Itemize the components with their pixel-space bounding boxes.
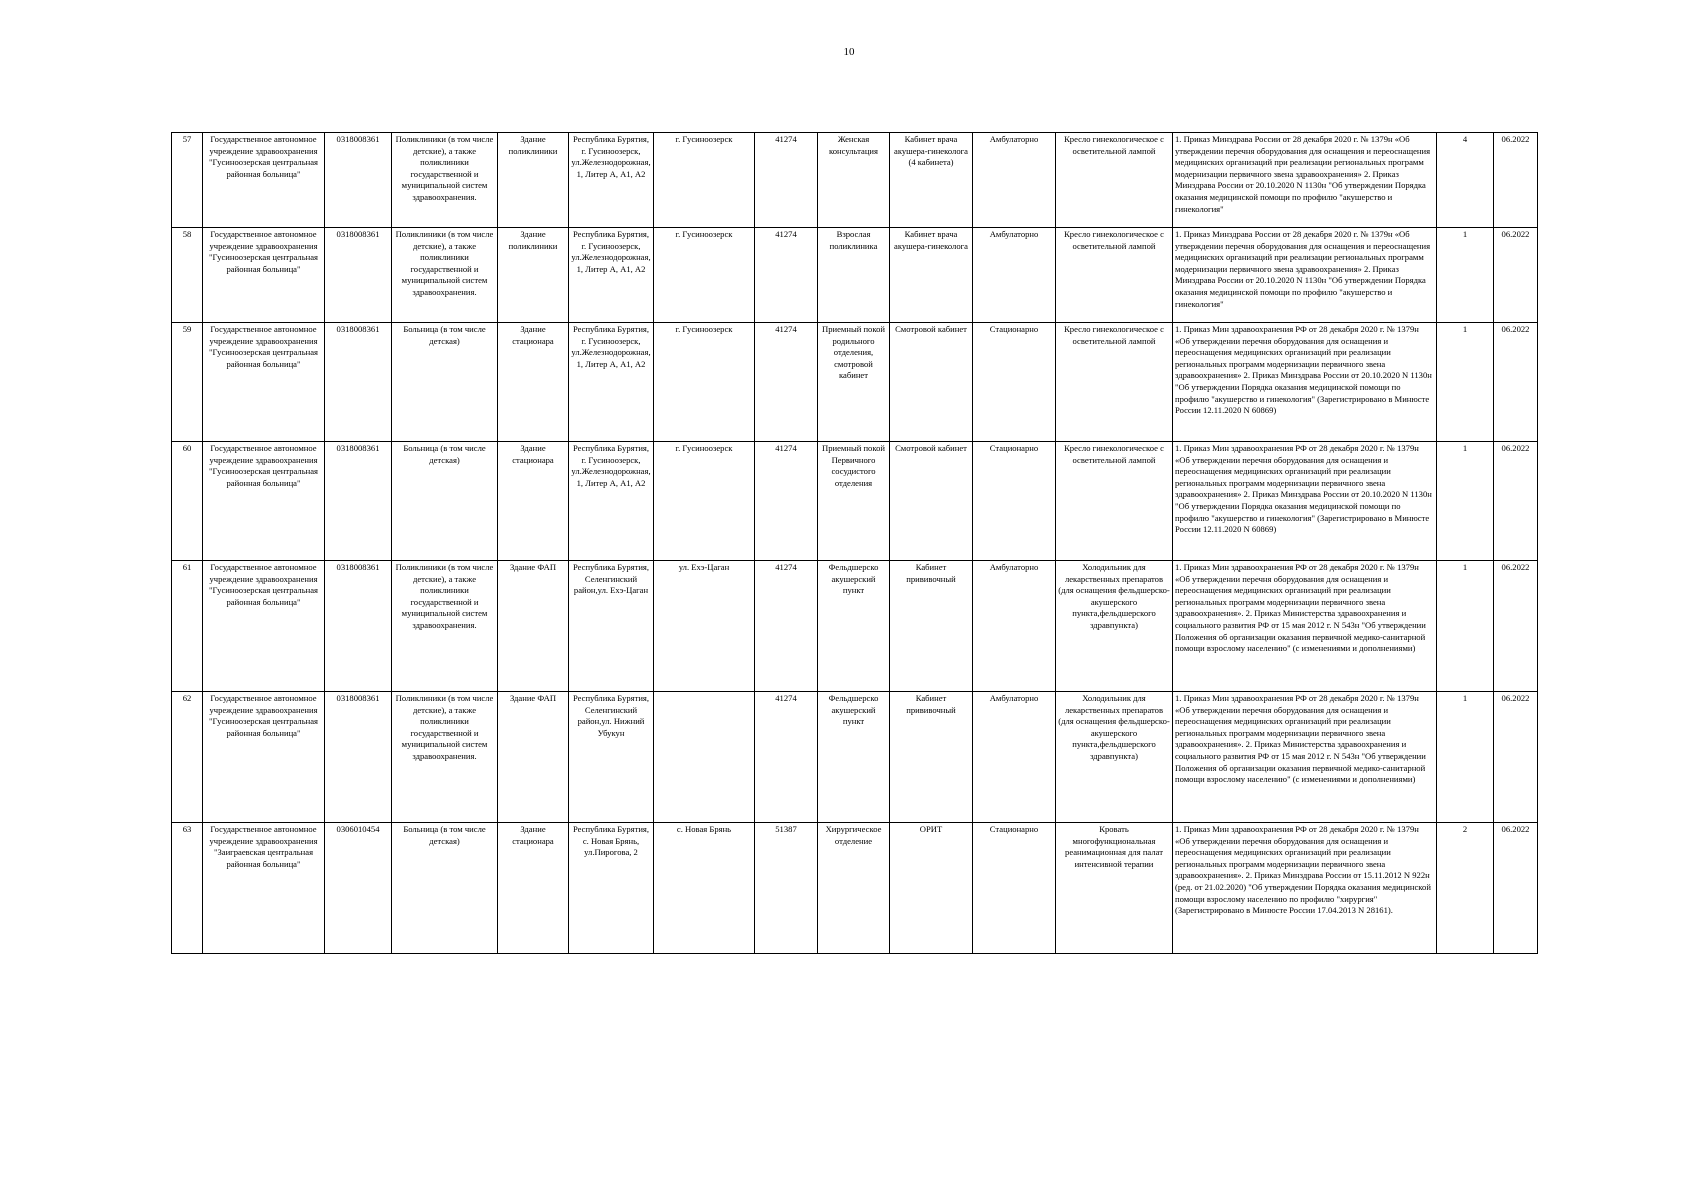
cell-locality: г. Гусиноозерск — [654, 228, 755, 323]
cell-organization: Государственное автономное учреждение здравоохранения "Гусиноозерская центральная районная больница" — [203, 442, 325, 561]
cell-organization: Государственное автономное учреждение здравоохранения "Гусиноозерская центральная районная больница" — [203, 561, 325, 692]
cell-organization: Государственное автономное учреждение здравоохранения "Гусиноозерская центральная районная больница" — [203, 133, 325, 228]
cell-room: Кабинет прививочный — [890, 561, 973, 692]
cell-building: Здание ФАП — [498, 561, 569, 692]
cell-legal-basis: 1. Приказ Минздрава России от 28 декабря 2020 г. № 1379н «Об утверждении перечня оборудования для оснащения и переоснащения медицинских организаций при реализации региональных программ модернизации первичного звена здравоохранения» 2. Приказ Минздрава России от 20.10.2020 N 1130н "Об утверждении Порядка оказания медицинской помощи по профилю "акушерство и гинекология" — [1173, 228, 1437, 323]
cell-legal-basis: 1. Приказ Мин здравоохранения РФ от 28 декабря 2020 г. № 1379н «Об утверждении перечня оборудования для оснащения и переоснащения медицинских организаций при реализации региональных программ модернизации первичного звена здравоохранения». 2. Приказ Министерства здравоохранения и социального развития РФ от 15 мая 2012 г. N 543н "Об утверждении Положения об организации оказания первичной медико-санитарной помощи взрослому населению" (с изменениями и дополнениями) — [1173, 561, 1437, 692]
table-row — [172, 692, 1538, 823]
cell-legal-basis: 1. Приказ Мин здравоохранения РФ от 28 декабря 2020 г. № 1379н «Об утверждении перечня оборудования для оснащения и переоснащения медицинских организаций при реализации региональных программ модернизации первичного звена здравоохранения». 2. Приказ Минздрава России от 15.11.2012 N 922н (ред. от 21.02.2020) "Об утверждении Порядка оказания медицинской помощи взрослому населению по профилю "хирургия" (Зарегистрировано в Минюсте России 17.04.2013 N 28161). — [1173, 823, 1437, 954]
cell-locality: ул. Ехэ-Цаган — [654, 561, 755, 692]
cell-room: Смотровой кабинет — [890, 442, 973, 561]
cell-legal-basis: 1. Приказ Минздрава России от 28 декабря 2020 г. № 1379н «Об утверждении перечня оборудования для оснащения и переоснащения медицинских организаций при реализации региональных программ модернизации первичного звена здравоохранения» 2. Приказ Минздрава России от 20.10.2020 N 1130н "Об утверждении Порядка оказания медицинской помощи по профилю "акушерство и гинекология" — [1173, 133, 1437, 228]
table-body — [172, 133, 1538, 954]
cell-number: 63 — [172, 823, 203, 954]
table-row — [172, 823, 1538, 954]
cell-address: Республика Бурятия, г. Гусиноозерск, ул.Железнодорожная, 1, Литер А, А1, А2 — [569, 133, 654, 228]
cell-address: Республика Бурятия, г. Гусиноозерск, ул.Железнодорожная, 1, Литер А, А1, А2 — [569, 323, 654, 442]
table-row — [172, 323, 1538, 442]
cell-code: 0318008361 — [325, 692, 392, 823]
cell-code: 0318008361 — [325, 323, 392, 442]
cell-equipment: Кресло гинекологическое с осветительной лампой — [1056, 442, 1173, 561]
cell-care-form: Амбулаторно — [973, 692, 1056, 823]
cell-care-form: Стационарно — [973, 823, 1056, 954]
cell-locality: г. Гусиноозерск — [654, 323, 755, 442]
table-row — [172, 561, 1538, 692]
cell-building: Здание поликлиники — [498, 228, 569, 323]
cell-room: Кабинет врача акушера-гинеколога (4 кабинета) — [890, 133, 973, 228]
cell-number: 62 — [172, 692, 203, 823]
cell-oktmo: 41274 — [755, 561, 818, 692]
cell-code: 0318008361 — [325, 133, 392, 228]
cell-number: 61 — [172, 561, 203, 692]
cell-quantity: 1 — [1437, 561, 1494, 692]
cell-date: 06.2022 — [1494, 228, 1538, 323]
cell-address: Республика Бурятия, с. Новая Брянь, ул.Пирогова, 2 — [569, 823, 654, 954]
cell-date: 06.2022 — [1494, 133, 1538, 228]
cell-organization: Государственное автономное учреждение здравоохранения "Заиграевская центральная районная больница" — [203, 823, 325, 954]
cell-legal-basis: 1. Приказ Мин здравоохранения РФ от 28 декабря 2020 г. № 1379н «Об утверждении перечня оборудования для оснащения и переоснащения медицинских организаций при реализации региональных программ модернизации первичного звена здравоохранения». 2. Приказ Министерства здравоохранения и социального развития РФ от 15 мая 2012 г. N 543н "Об утверждении Положения об организации оказания первичной медико-санитарной помощи взрослому населению" (с изменениями и дополнениями) — [1173, 692, 1437, 823]
cell-facility-type: Больница (в том числе детская) — [392, 323, 498, 442]
cell-locality: г. Гусиноозерск — [654, 442, 755, 561]
cell-number: 57 — [172, 133, 203, 228]
cell-quantity: 1 — [1437, 323, 1494, 442]
cell-organization: Государственное автономное учреждение здравоохранения "Гусиноозерская центральная районная больница" — [203, 228, 325, 323]
cell-room: Кабинет врача акушера-гинеколога — [890, 228, 973, 323]
cell-equipment: Кресло гинекологическое с осветительной лампой — [1056, 323, 1173, 442]
cell-facility-type: Больница (в том числе детская) — [392, 442, 498, 561]
cell-date: 06.2022 — [1494, 823, 1538, 954]
equipment-table — [171, 132, 1538, 954]
cell-code: 0318008361 — [325, 442, 392, 561]
cell-quantity: 1 — [1437, 692, 1494, 823]
cell-oktmo: 41274 — [755, 442, 818, 561]
cell-unit: Приемный покой родильного отделения, смотровой кабинет — [818, 323, 890, 442]
cell-code: 0318008361 — [325, 228, 392, 323]
cell-unit: Взрослая поликлиника — [818, 228, 890, 323]
cell-care-form: Стационарно — [973, 442, 1056, 561]
cell-quantity: 1 — [1437, 442, 1494, 561]
cell-organization: Государственное автономное учреждение здравоохранения "Гусиноозерская центральная районная больница" — [203, 323, 325, 442]
cell-quantity: 4 — [1437, 133, 1494, 228]
cell-code: 0306010454 — [325, 823, 392, 954]
cell-equipment: Холодильник для лекарственных препаратов (для оснащения фельдшерско-акушерского пункта,фельдшерского здравпункта) — [1056, 561, 1173, 692]
cell-address: Республика Бурятия, г. Гусиноозерск, ул.Железнодорожная, 1, Литер А, А1, А2 — [569, 442, 654, 561]
cell-locality: с. Новая Брянь — [654, 823, 755, 954]
cell-building: Здание стационара — [498, 442, 569, 561]
cell-quantity: 2 — [1437, 823, 1494, 954]
cell-care-form: Амбулаторно — [973, 133, 1056, 228]
cell-organization: Государственное автономное учреждение здравоохранения "Гусиноозерская центральная районная больница" — [203, 692, 325, 823]
cell-facility-type: Поликлиники (в том числе детские), а также поликлиники государственной и муниципальной систем здравоохранения. — [392, 228, 498, 323]
cell-care-form: Амбулаторно — [973, 228, 1056, 323]
cell-quantity: 1 — [1437, 228, 1494, 323]
cell-facility-type: Поликлиники (в том числе детские), а также поликлиники государственной и муниципальной систем здравоохранения. — [392, 692, 498, 823]
cell-legal-basis: 1. Приказ Мин здравоохранения РФ от 28 декабря 2020 г. № 1379н «Об утверждении перечня оборудования для оснащения и переоснащения медицинских организаций при реализации региональных программ модернизации первичного звена здравоохранения» 2. Приказ Минздрава России от 20.10.2020 N 1130н "Об утверждении Порядка оказания медицинской помощи по профилю "акушерство и гинекология" (Зарегистрировано в Минюсте России 12.11.2020 N 60869) — [1173, 323, 1437, 442]
cell-date: 06.2022 — [1494, 323, 1538, 442]
cell-address: Республика Бурятия, г. Гусиноозерск, ул.Железнодорожная, 1, Литер А, А1, А2 — [569, 228, 654, 323]
cell-address: Республика Бурятия, Селенгинский район,ул. Нижний Убукун — [569, 692, 654, 823]
cell-unit: Хирургическое отделение — [818, 823, 890, 954]
cell-address: Республика Бурятия, Селенгинский район,ул. Ехэ-Цаган — [569, 561, 654, 692]
cell-equipment: Кресло гинекологическое с осветительной лампой — [1056, 133, 1173, 228]
cell-facility-type: Поликлиники (в том числе детские), а также поликлиники государственной и муниципальной систем здравоохранения. — [392, 561, 498, 692]
cell-oktmo: 41274 — [755, 133, 818, 228]
cell-equipment: Кресло гинекологическое с осветительной лампой — [1056, 228, 1173, 323]
cell-equipment: Кровать многофункциональная реанимационная для палат интенсивной терапии — [1056, 823, 1173, 954]
cell-care-form: Стационарно — [973, 323, 1056, 442]
cell-oktmo: 41274 — [755, 323, 818, 442]
table-row — [172, 133, 1538, 228]
cell-code: 0318008361 — [325, 561, 392, 692]
cell-building: Здание ФАП — [498, 692, 569, 823]
cell-building: Здание поликлиники — [498, 133, 569, 228]
cell-room: Кабинет прививочный — [890, 692, 973, 823]
cell-number: 59 — [172, 323, 203, 442]
cell-date: 06.2022 — [1494, 442, 1538, 561]
cell-unit: Фельдшерско акушерский пункт — [818, 692, 890, 823]
cell-building: Здание стационара — [498, 823, 569, 954]
cell-oktmo: 41274 — [755, 228, 818, 323]
cell-equipment: Холодильник для лекарственных препаратов (для оснащения фельдшерско-акушерского пункта,фельдшерского здравпункта) — [1056, 692, 1173, 823]
cell-number: 58 — [172, 228, 203, 323]
cell-date: 06.2022 — [1494, 561, 1538, 692]
cell-oktmo: 41274 — [755, 692, 818, 823]
cell-unit: Фельдшерско акушерский пункт — [818, 561, 890, 692]
cell-facility-type: Больница (в том числе детская) — [392, 823, 498, 954]
page-number: 10 — [843, 46, 855, 58]
cell-legal-basis: 1. Приказ Мин здравоохранения РФ от 28 декабря 2020 г. № 1379н «Об утверждении перечня оборудования для оснащения и переоснащения медицинских организаций при реализации региональных программ модернизации первичного звена здравоохранения» 2. Приказ Минздрава России от 20.10.2020 N 1130н "Об утверждении Порядка оказания медицинской помощи по профилю "акушерство и гинекология" (Зарегистрировано в Минюсте России 12.11.2020 N 60869) — [1173, 442, 1437, 561]
cell-facility-type: Поликлиники (в том числе детские), а также поликлиники государственной и муниципальной систем здравоохранения. — [392, 133, 498, 228]
cell-number: 60 — [172, 442, 203, 561]
cell-building: Здание стационара — [498, 323, 569, 442]
table-row — [172, 228, 1538, 323]
cell-room: ОРИТ — [890, 823, 973, 954]
cell-locality: г. Гусиноозерск — [654, 133, 755, 228]
cell-room: Смотровой кабинет — [890, 323, 973, 442]
cell-unit: Приемный покой Первичного сосудистого отделения — [818, 442, 890, 561]
cell-unit: Женская консультация — [818, 133, 890, 228]
table-row — [172, 442, 1538, 561]
cell-care-form: Амбулаторно — [973, 561, 1056, 692]
cell-date: 06.2022 — [1494, 692, 1538, 823]
cell-locality — [654, 692, 755, 823]
cell-oktmo: 51387 — [755, 823, 818, 954]
